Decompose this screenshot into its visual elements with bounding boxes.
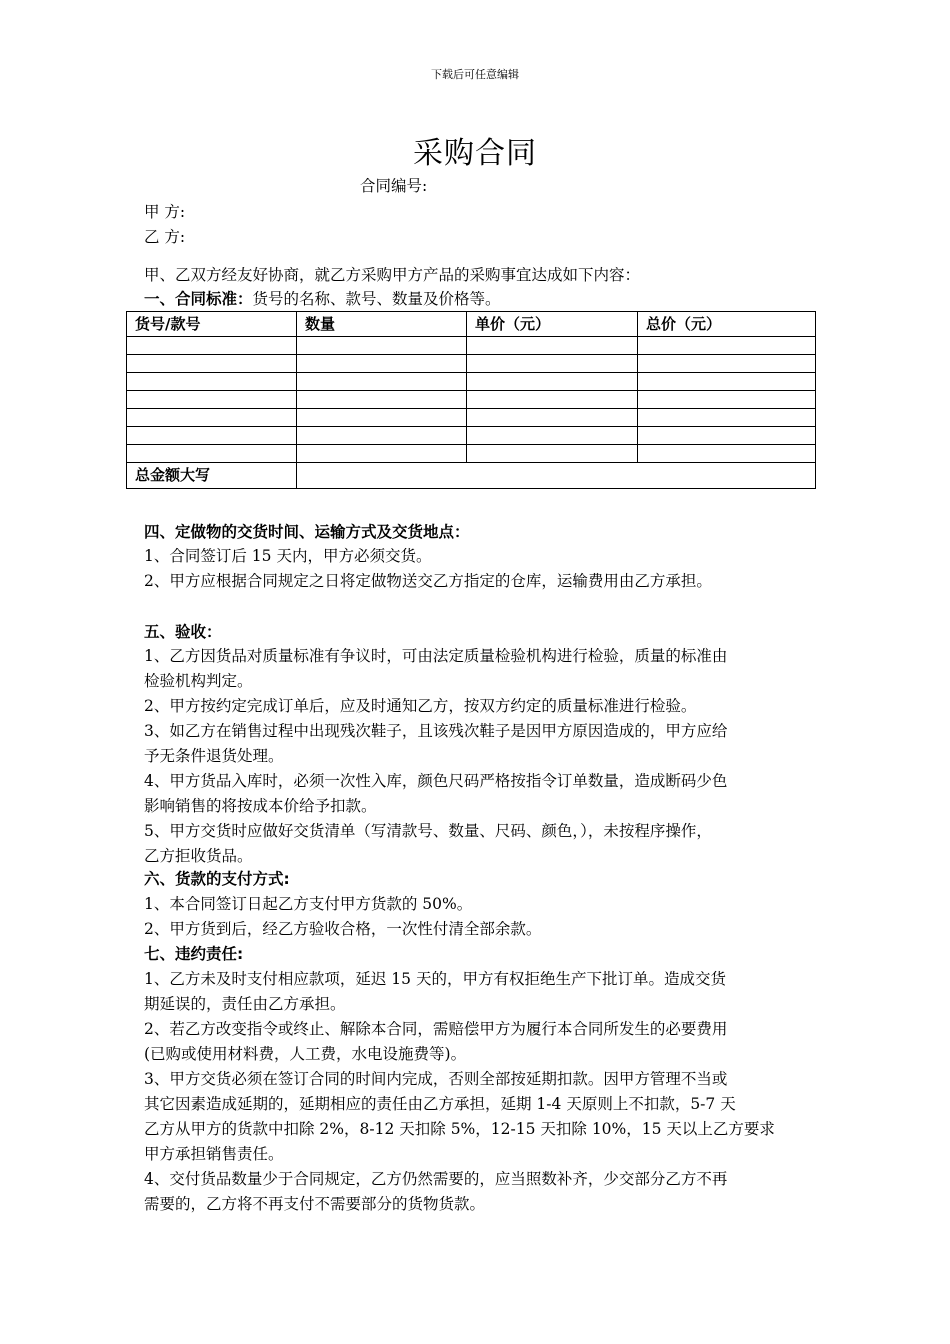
table-header-row (127, 312, 816, 337)
table-cell (127, 409, 297, 427)
total-amount-label: 总金额大写 (127, 463, 297, 489)
table-cell (467, 445, 638, 463)
section-5-line: 2、甲方按约定完成订单后，应及时通知乙方，按双方约定的质量标准进行检验。 (144, 697, 697, 715)
section-7-line: 2、若乙方改变指令或终止、解除本合同，需赔偿甲方为履行本合同所发生的必要费用 (144, 1020, 728, 1038)
section-4-line: 1、合同签订后 15 天内，甲方必须交货。 (144, 547, 432, 565)
total-amount-cell (297, 463, 816, 489)
table-cell (467, 409, 638, 427)
table-cell (297, 355, 467, 373)
table-cell (127, 427, 297, 445)
section-7-line: (已购或使用材料费，人工费，水电设施费等)。 (144, 1045, 467, 1063)
section-6-line: 2、甲方货到后，经乙方验收合格，一次性付清全部余款。 (144, 920, 542, 938)
table-body (127, 337, 816, 489)
section-7-line: 1、乙方未及时支付相应款项，延迟 15 天的，甲方有权拒绝生产下批订单。造成交货 (144, 970, 726, 988)
section-5-line: 5、甲方交货时应做好交货清单（写清款号、数量、尺码、颜色，），未按程序操作， (144, 822, 712, 840)
table-cell (638, 337, 816, 355)
section-7-line: 其它因素造成延期的，延期相应的责任由乙方承担，延期 1-4 天原则上不扣款，5-7 天 (144, 1095, 736, 1113)
document-title: 采购合同 (413, 136, 537, 171)
table-row (127, 409, 816, 427)
table-row (127, 445, 816, 463)
table-cell (127, 355, 297, 373)
section-7-line: 需要的，乙方将不再支付不需要部分的货物货款。 (144, 1195, 486, 1213)
section-7-line: 4、交付货品数量少于合同规定，乙方仍然需要的，应当照数补齐，少交部分乙方不再 (144, 1170, 728, 1188)
col-header-quantity: 数量 (297, 312, 467, 337)
table-cell (467, 391, 638, 409)
table-row (127, 427, 816, 445)
section-7-line: 乙方从甲方的货款中扣除 2%，8-12 天扣除 5%，12-15 天扣除 10%，15 天以上乙方要求 (144, 1120, 775, 1138)
section-5-line: 检验机构判定。 (144, 672, 253, 690)
table-row (127, 373, 816, 391)
table-cell (297, 445, 467, 463)
col-header-unit-price: 单价（元） (467, 312, 638, 337)
table-cell (638, 373, 816, 391)
table-cell (127, 391, 297, 409)
table-cell (638, 391, 816, 409)
section-5-heading: 五、验收： (144, 623, 222, 641)
table-cell (638, 355, 816, 373)
table-cell (297, 373, 467, 391)
section-6-line: 1、本合同签订日起乙方支付甲方货款的 50%。 (144, 895, 473, 913)
section-5-line: 予无条件退货处理。 (144, 747, 284, 765)
section-7-line: 甲方承担销售责任。 (144, 1145, 284, 1163)
header-note: 下载后可任意编辑 (431, 68, 519, 81)
goods-table (126, 311, 816, 489)
section-4-line: 2、甲方应根据合同规定之日将定做物送交乙方指定的仓库，运输费用由乙方承担。 (144, 572, 712, 590)
section-7-line: 期延误的，责任由乙方承担。 (144, 995, 346, 1013)
table-cell (297, 409, 467, 427)
section-1-heading: 一、合同标准： (144, 290, 253, 308)
section-5-line: 影响销售的将按成本价给予扣款。 (144, 797, 377, 815)
table-cell (127, 445, 297, 463)
table-cell (467, 427, 638, 445)
table-cell (297, 391, 467, 409)
section-1-text: 货号的名称、款号、数量及价格等。 (252, 290, 501, 308)
table-row (127, 337, 816, 355)
table-cell (638, 427, 816, 445)
table-cell (467, 373, 638, 391)
party-b-label: 乙 方: (144, 228, 186, 246)
table-cell (638, 445, 816, 463)
table-cell (638, 409, 816, 427)
table-cell (467, 337, 638, 355)
table-cell (297, 427, 467, 445)
table-cell (297, 337, 467, 355)
section-5-line: 3、如乙方在销售过程中出现残次鞋子，且该残次鞋子是因甲方原因造成的，甲方应给 (144, 722, 728, 740)
section-5-line: 乙方拒收货品。 (144, 847, 253, 865)
section-7-heading: 七、违约责任: (144, 945, 244, 963)
intro-text: 甲、乙双方经友好协商，就乙方采购甲方产品的采购事宜达成如下内容： (144, 266, 641, 284)
contract-number-label: 合同编号: (360, 177, 428, 195)
table-row (127, 355, 816, 373)
section-5-line: 4、甲方货品入库时，必须一次性入库，颜色尺码严格按指令订单数量，造成断码少色 (144, 772, 728, 790)
section-6-heading: 六、货款的支付方式: (144, 870, 290, 888)
table-cell (467, 355, 638, 373)
table-cell (127, 337, 297, 355)
table-row (127, 391, 816, 409)
table-cell (127, 373, 297, 391)
section-5-line: 1、乙方因货品对质量标准有争议时，可由法定质量检验机构进行检验，质量的标准由 (144, 647, 728, 665)
section-4-heading: 四、定做物的交货时间、运输方式及交货地点： (144, 523, 470, 541)
total-row (127, 463, 816, 489)
section-7-line: 3、甲方交货必须在签订合同的时间内完成，否则全部按延期扣款。因甲方管理不当或 (144, 1070, 728, 1088)
col-header-item-no: 货号/款号 (127, 312, 297, 337)
section-1 (144, 289, 501, 309)
col-header-total-price: 总价（元） (638, 312, 816, 337)
party-a-label: 甲 方: (144, 203, 186, 221)
